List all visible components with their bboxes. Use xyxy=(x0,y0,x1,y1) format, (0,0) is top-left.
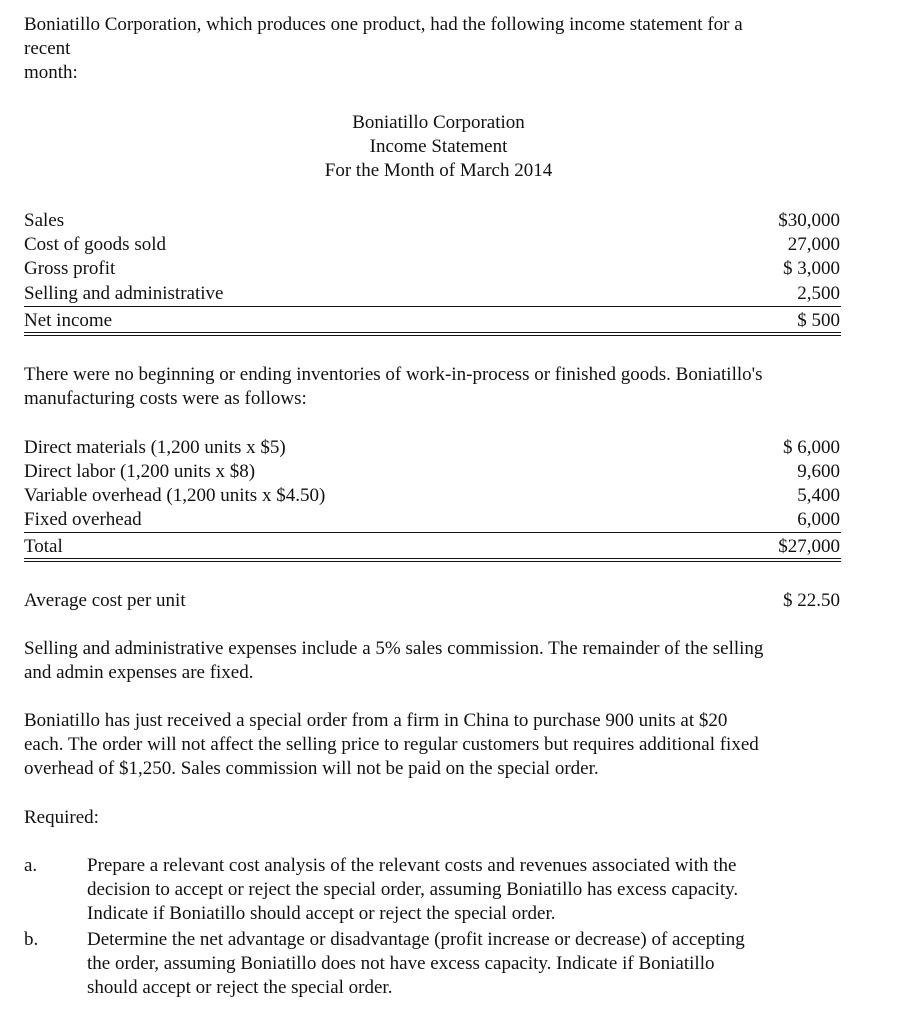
paragraph-line: manufacturing costs were as follows: xyxy=(24,388,307,409)
special-order-paragraph xyxy=(24,709,864,781)
average-cost-row xyxy=(24,589,840,613)
table-row xyxy=(24,484,840,508)
row-amount: 27,000 xyxy=(787,234,840,255)
intro-paragraph xyxy=(24,13,864,85)
intro-line: Boniatillo Corporation, which produces one product, had the following income statement for a xyxy=(24,14,743,35)
item-line: Determine the net advantage or disadvantage (profit increase or decrease) of accepting xyxy=(87,929,745,950)
table-row xyxy=(24,233,840,257)
paragraph-line: each. The order will not affect the selling price to regular customers but requires additional fixed xyxy=(24,734,759,755)
total-double-rule xyxy=(24,561,841,562)
row-label: Direct labor (1,200 units x $8) xyxy=(24,461,256,482)
subtotal-rule xyxy=(24,306,841,307)
row-amount: $ 6,000 xyxy=(783,437,840,458)
row-label: Fixed overhead xyxy=(24,509,142,530)
paragraph-line: Selling and administrative expenses include a 5% sales commission. The remainder of the selling xyxy=(24,638,764,659)
item-letter: a. xyxy=(24,855,38,876)
row-label: Cost of goods sold xyxy=(24,234,166,255)
total-rule xyxy=(24,558,841,559)
paragraph-line: and admin expenses are fixed. xyxy=(24,662,254,683)
row-amount: $ 3,000 xyxy=(783,258,840,279)
row-label: Direct materials (1,200 units x $5) xyxy=(24,437,286,458)
table-row xyxy=(24,309,840,333)
required-heading: Required: xyxy=(24,807,99,828)
table-row xyxy=(24,436,840,460)
required-item-b xyxy=(24,928,864,1000)
row-amount: $ 22.50 xyxy=(783,590,840,611)
statement-period: For the Month of March 2014 xyxy=(324,160,553,181)
paragraph-line: Boniatillo has just received a special order from a firm in China to purchase 900 units at $20 xyxy=(24,710,728,731)
intro-line: month: xyxy=(24,62,78,83)
table-row xyxy=(24,257,840,281)
item-line: the order, assuming Boniatillo does not have excess capacity. Indicate if Boniatillo xyxy=(87,953,715,974)
row-label: Variable overhead (1,200 units x $4.50) xyxy=(24,485,326,506)
row-label: Net income xyxy=(24,310,113,331)
total-rule xyxy=(24,332,841,333)
inventory-note xyxy=(24,363,864,411)
row-amount: 2,500 xyxy=(797,283,840,304)
row-label: Total xyxy=(24,536,63,557)
table-row xyxy=(24,282,840,306)
item-line: Indicate if Boniatillo should accept or reject the special order. xyxy=(87,903,556,924)
paragraph-line: overhead of $1,250. Sales commission will not be paid on the special order. xyxy=(24,758,599,779)
row-label: Gross profit xyxy=(24,258,116,279)
total-double-rule xyxy=(24,335,841,336)
item-letter: b. xyxy=(24,929,39,950)
intro-line: recent xyxy=(24,38,71,59)
row-amount: 9,600 xyxy=(797,461,840,482)
table-row xyxy=(24,535,840,559)
item-line: Prepare a relevant cost analysis of the relevant costs and revenues associated with the xyxy=(87,855,737,876)
table-row xyxy=(24,508,840,532)
row-amount: $30,000 xyxy=(778,210,840,231)
subtotal-rule xyxy=(24,532,841,533)
required-item-a xyxy=(24,854,864,926)
row-amount: $27,000 xyxy=(778,536,840,557)
row-amount: 6,000 xyxy=(797,509,840,530)
row-amount: $ 500 xyxy=(797,310,840,331)
table-row xyxy=(24,460,840,484)
statement-title: Income Statement xyxy=(369,136,508,157)
table-row xyxy=(24,209,840,233)
sga-note xyxy=(24,637,864,685)
paragraph-line: There were no beginning or ending inventories of work-in-process or finished goods. Boniatillo's xyxy=(24,364,763,385)
item-line: decision to accept or reject the special order, assuming Boniatillo has excess capacity. xyxy=(87,879,739,900)
row-amount: 5,400 xyxy=(797,485,840,506)
row-label: Average cost per unit xyxy=(24,590,186,611)
company-name: Boniatillo Corporation xyxy=(352,112,525,133)
row-label: Selling and administrative xyxy=(24,283,224,304)
item-line: should accept or reject the special order. xyxy=(87,977,393,998)
row-label: Sales xyxy=(24,210,65,231)
